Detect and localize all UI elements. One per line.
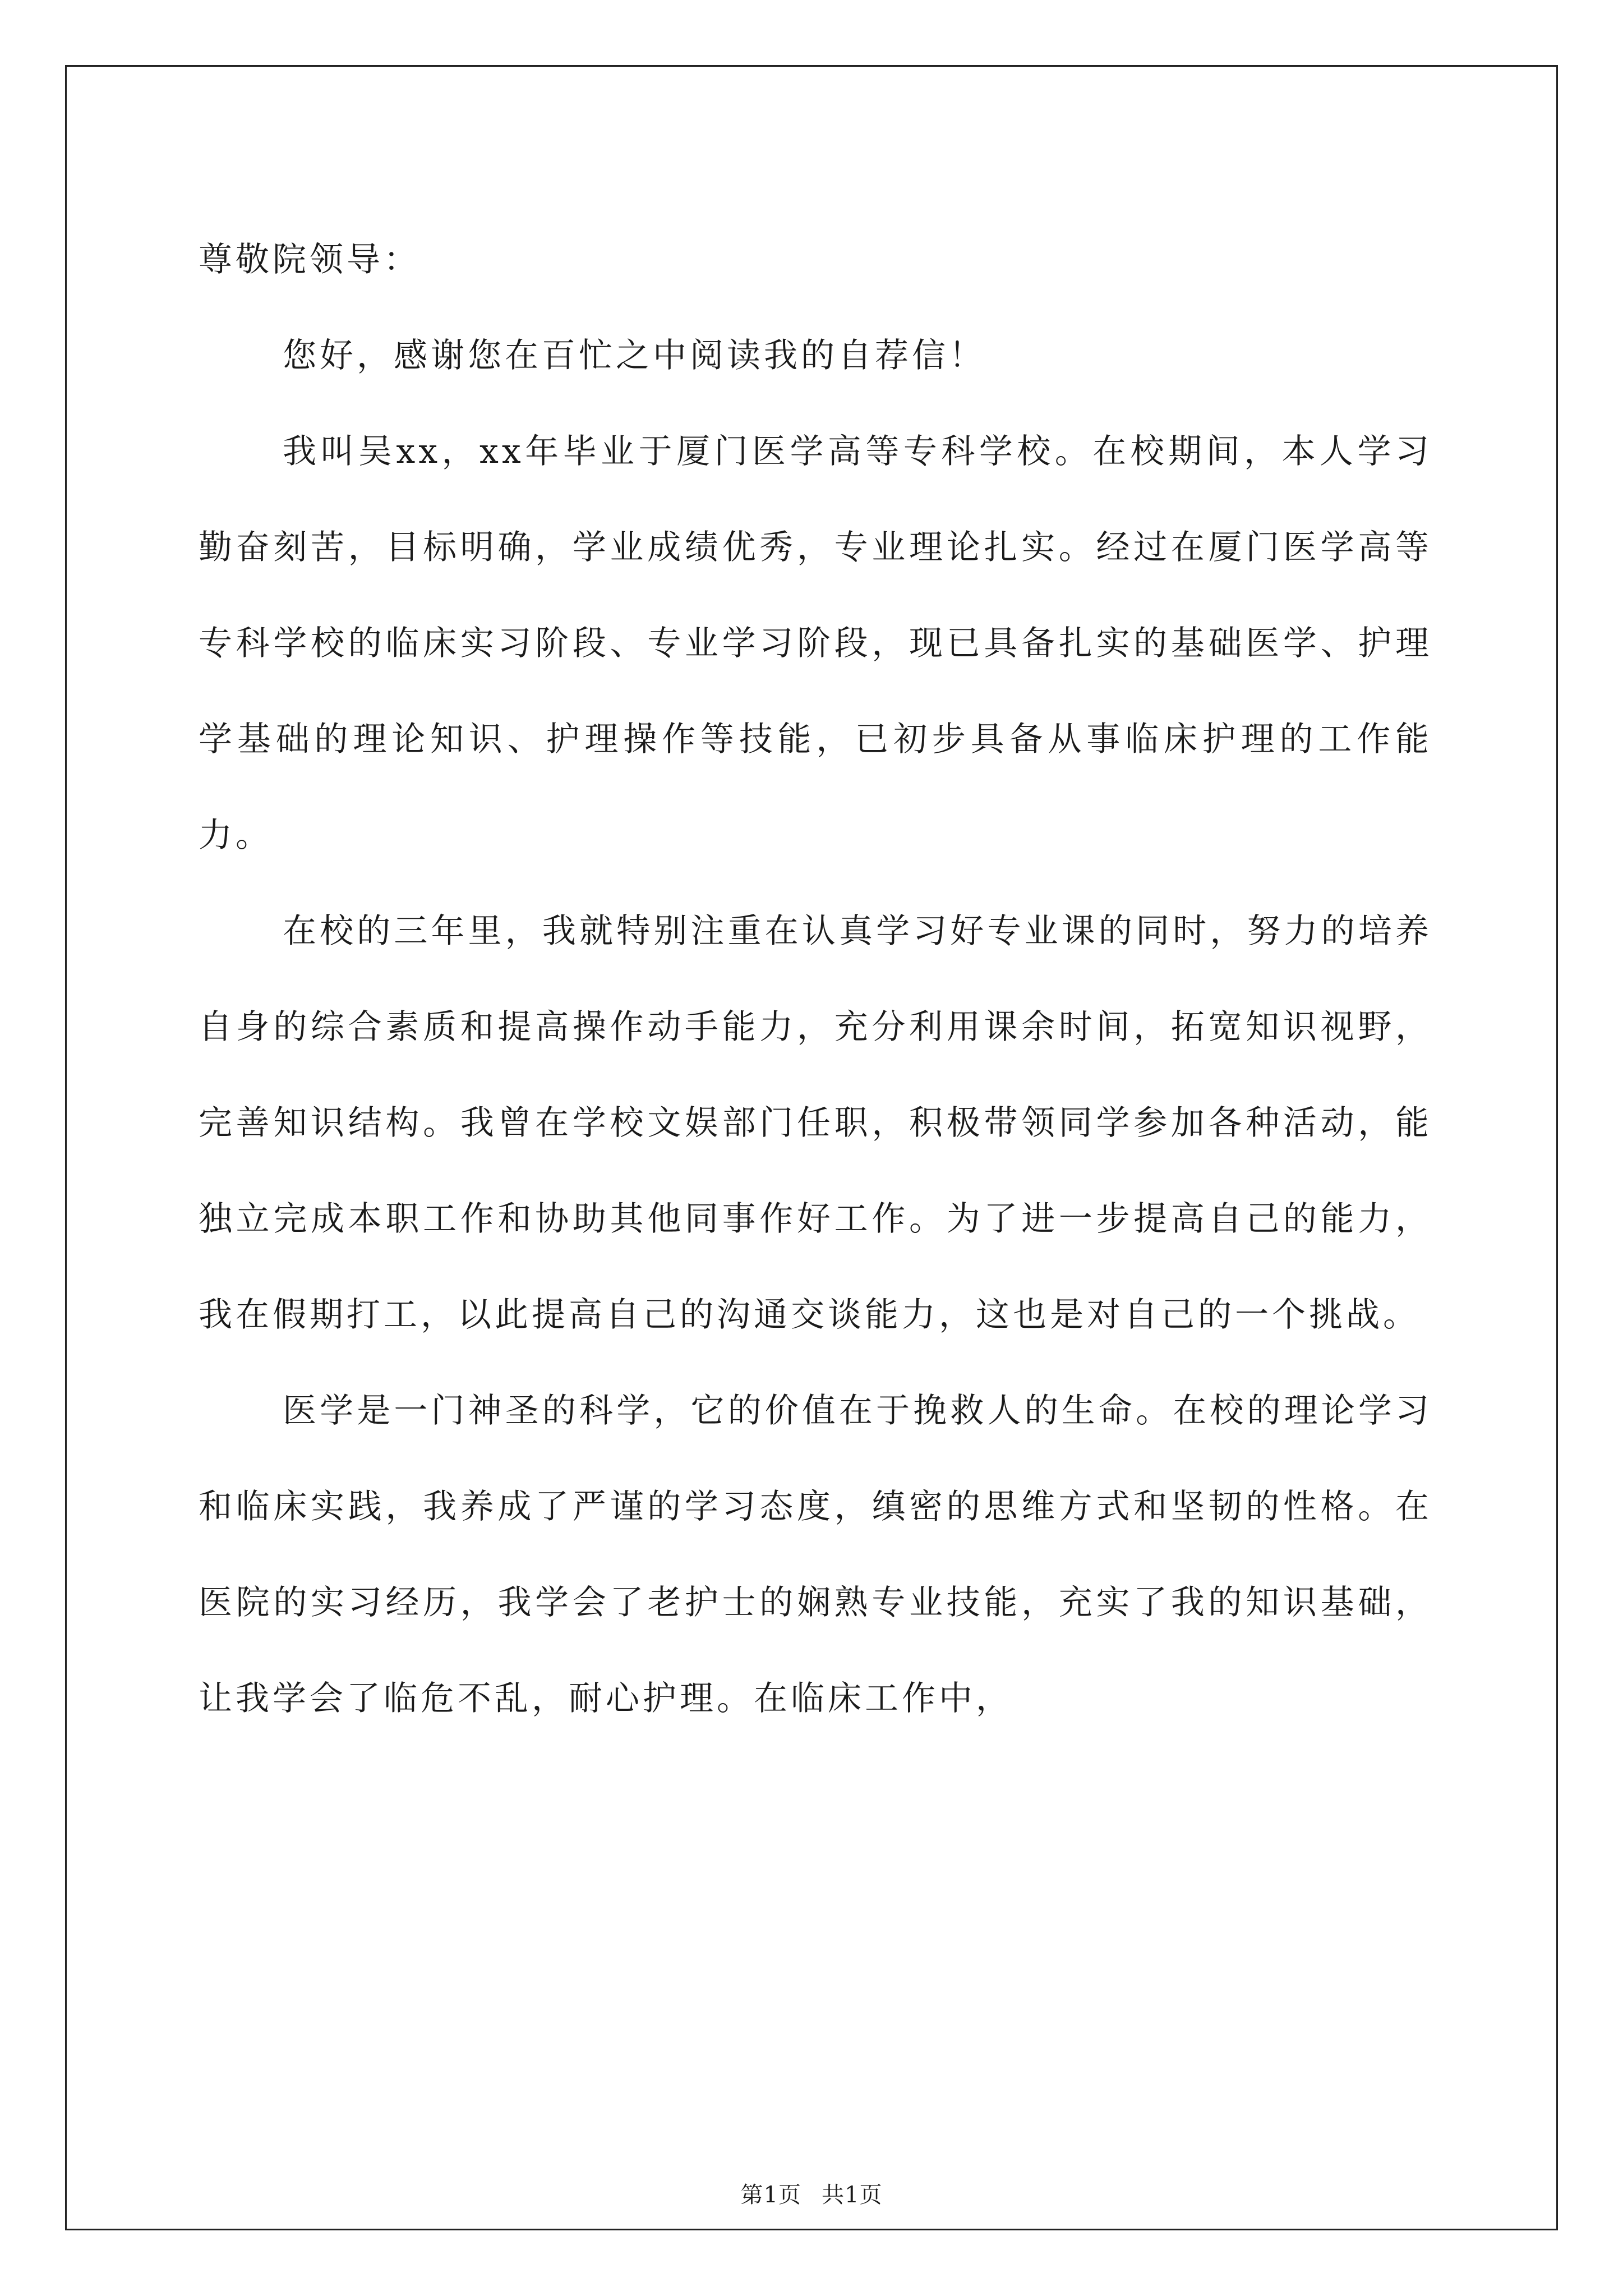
paragraph-medical-practice: 医学是一门神圣的科学，它的价值在于挽救人的生命。在校的理论学习和临床实践，我养成了严谨的学习态度，缜密的思维方式和坚韧的性格。在医院的实习经历，我学会了老护士的娴熟专业技能，充实了我的知识基础，让我学会了临危不乱，耐心护理。在临床工作中，	[199, 1391, 1432, 1718]
salutation: 尊敬院领导：	[199, 240, 421, 279]
letter-body	[199, 212, 1432, 1747]
paragraph-introduction: 我叫吴xx，xx年毕业于厦门医学高等专科学校。在校期间，本人学习勤奋刻苦，目标明确，学业成绩优秀，专业理论扎实。经过在厦门医学高等专科学校的临床实习阶段、专业学习阶段，现已具备扎实的基础医学、护理学基础的理论知识、护理操作等技能，已初步具备从事临床护理的工作能力。	[199, 432, 1432, 855]
page-number: 第1页	[740, 2182, 801, 2208]
paragraph-greeting: 您好，感谢您在百忙之中阅读我的自荐信！	[283, 336, 986, 375]
paragraph-school-experience: 在校的三年里，我就特别注重在认真学习好专业课的同时，努力的培养自身的综合素质和提高操作动手能力，充分利用课余时间，拓宽知识视野，完善知识结构。我曾在学校文娱部门任职，积极带领同学参加各种活动，能独立完成本职工作和协助其他同事作好工作。为了进一步提高自己的能力，我在假期打工，以此提高自己的沟通交谈能力，这也是对自己的一个挑战。	[199, 912, 1432, 1335]
page-total: 共1页	[822, 2182, 883, 2208]
page-footer	[0, 2181, 1623, 2209]
